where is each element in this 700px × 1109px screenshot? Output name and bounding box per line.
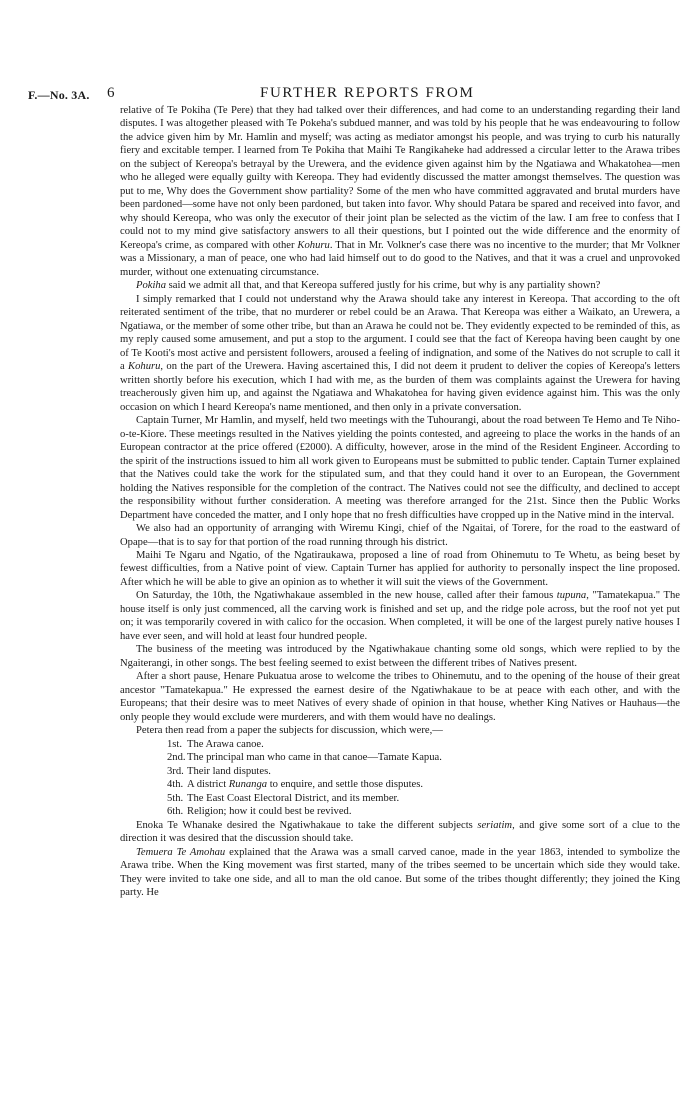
paragraph: On Saturday, the 10th, the Ngatiwhakaue assembled in the new house, called after their famous tupuna, "Tamatekapua." The house itself is only just commenced, all the carving work is finished and set up, and the ridge pole across, but the roof not yet put on; it was temporarily covered in with calico for the occasion. When completed, it will be one of the largest purely native houses I have ever seen, and will hold at least four hundred people. <box>120 590 680 642</box>
paragraph: Temuera Te Amohau explained that the Arawa was a small carved canoe, made in the year 1863, intended to symbolize the Arawa tribe. When the King movement was first started, many of the tribes seemed to be uncertain which side they would take. They were invited to take one side, and all to man the old canoe. But some of the tribes thought differently; they joined the King party. He <box>120 846 680 899</box>
list-item: 4th. A district Runanga to enquire, and settle those disputes. <box>167 779 423 791</box>
subjects-list <box>120 738 680 819</box>
paragraph: Maihi Te Ngaru and Ngatio, of the Ngatiraukawa, proposed a line of road from Ohinemutu to Te Whetu, as being beset by fewest difficulties, from a Native point of view. Captain Turner has applied for authority to personally inspect the line proposed. After which he will be able to give an opinion as to whether it will suit the views of the Government. <box>120 549 680 588</box>
body-text <box>120 104 680 900</box>
paragraph: The business of the meeting was introduced by the Ngatiwhakaue chanting some old songs, which were replied to by the Ngaiterangi, in other songs. The best feeling seemed to exist between the different tribes of Natives present. <box>120 644 680 669</box>
page-number: 6 <box>107 85 115 101</box>
running-title: FURTHER REPORTS FROM <box>260 85 475 101</box>
document-code: F.—No. 3A. <box>28 88 90 102</box>
paragraph: relative of Te Pokiha (Te Pere) that they had talked over their differences, and had come to an understanding regarding their land disputes. I was altogether pleased with Te Pokeha's subdued manner, and was told by his people that he was endeavouring to follow the advice given him by Mr. Hamlin and myself; was acting as mediator amongst his people, and was trying to curb his naturally fiery and excitable temper. I learned from Te Pokiha that Maihi Te Rangikaheke had addressed a circular letter to the Arawa tribes on the subject of Kereopa's betrayal by the Urewera, and the evidence given against him by the Ngatiawa and Whakatohea—men who he alleged were equally guilty with Kereopa. They had evidently discussed the matter amongst themselves. The question was put to me, Why does the Government show partiality? Some of the men who have committed aggravated and brutal murders have been pardoned—some have not only been pardoned, but taken into favor. Why should Patara be spared and received into favor, and why should Kereopa, who was only the executor of their joint plan be selected as the victim of the law. I am free to confess that I could not to my mind give satisfactory answers to all their questions, but I pointed out the wide difference and the enormity of Kereopa's crime, as compared with other Kohuru. That in Mr. Volkner's case there was no incentive to the murder; that Mr Volkner was a Missionary, a man of peace, one who had laid himself out to do good to the Natives, and that it was a cruel and unprovoked murder, without one extenuating circumstance. <box>120 105 680 278</box>
paragraph: We also had an opportunity of arranging with Wiremu Kingi, chief of the Ngaitai, of Torere, for the road to the eastward of Opape—that is to say for that portion of the road running through his district. <box>120 523 680 548</box>
paragraph: Enoka Te Whanake desired the Ngatiwhakaue to take the different subjects seriatim, and give some sort of a clue to the direction it was desired that the discussion should take. <box>120 819 680 845</box>
list-item: 2nd.The principal man who came in that canoe—Tamate Kapua. <box>167 752 442 764</box>
paragraph: Petera then read from a paper the subjects for discussion, which were,— <box>136 725 443 737</box>
paragraph: After a short pause, Henare Pukuatua arose to welcome the tribes to Ohinemutu, and to the opening of the house of their great ancestor "Tamatekapua." He expressed the earnest desire of the Ngatiwhakaue to be at peace with each other, and with the Europeans; that their desire was to meet Natives of every shade of opinion in that house, whether King Natives or Hauhaus—the only people they would exclude were murderers, and with them would have no dealings. <box>120 671 680 723</box>
paragraph: Pokiha said we admit all that, and that Kereopa suffered justly for his crime, but why is any partiality shown? <box>136 280 601 292</box>
paragraph: I simply remarked that I could not understand why the Arawa should take any interest in Kereopa. That according to the oft reiterated sentiment of the tribe, that no murderer or rebel could be an Arawa. That Kereopa was either a Waikato, an Urewera, a Ngatiawa, or the member of some other tribe, but than an Arawa he could not be. They evidently expected to be reminded of this, as my reply caused some amusement, and put a stop to the argument. I could see that the fact of Kereopa having been caught by one of Te Kooti's most active and persistent followers, aroused a feeling of indignation, and some of the Natives do not scruple to call it a Kohuru, on the part of the Urewera. Having ascertained this, I did not deem it prudent to deliver the copies of Kereopa's letters written shortly before his execution, which I had with me, as the burden of them was complaints against the Urewera for having treacherously given him up, and against the Ngatiawa and Whakatohea for having given evidence against him. This was the only occasion on which I heard Kereopa's name mentioned, and then only in a private conversation. <box>120 293 680 413</box>
list-item: 1st. The Arawa canoe. <box>167 738 264 750</box>
paragraph: Captain Turner, Mr Hamlin, and myself, held two meetings with the Tuhourangi, about the road between Te Hemo and Te Niho-o-te-Kiore. These meetings resulted in the Natives yielding the points contested, and agreeing to place the works in the hands of an European contractor at the price offered (£2000). A difficulty, however, arose in the mind of the Resident Engineer. According to the spirit of the instructions issued to him all work given to Europeans must be submitted to public tender. Captain Turner explained that the Natives could take the work for the stipulated sum, and that they could hand it over to an European, the Government holding the Natives responsible for the completion of the contract. The Natives could not see the difficulty, and declined to accept the responsibility without further consideration. A meeting was therefore arranged for the 21st. Since then the Public Works Department have conceded the matter, and I only hope that no fresh difficulties have cropped up in the Native mind in the interval. <box>120 415 680 521</box>
list-item: 5th. The East Coast Electoral District, and its member. <box>167 792 400 804</box>
page-header <box>0 84 700 106</box>
list-item: 3rd. Their land disputes. <box>167 765 271 777</box>
list-item: 6th. Religion; how it could best be revived. <box>167 806 352 818</box>
